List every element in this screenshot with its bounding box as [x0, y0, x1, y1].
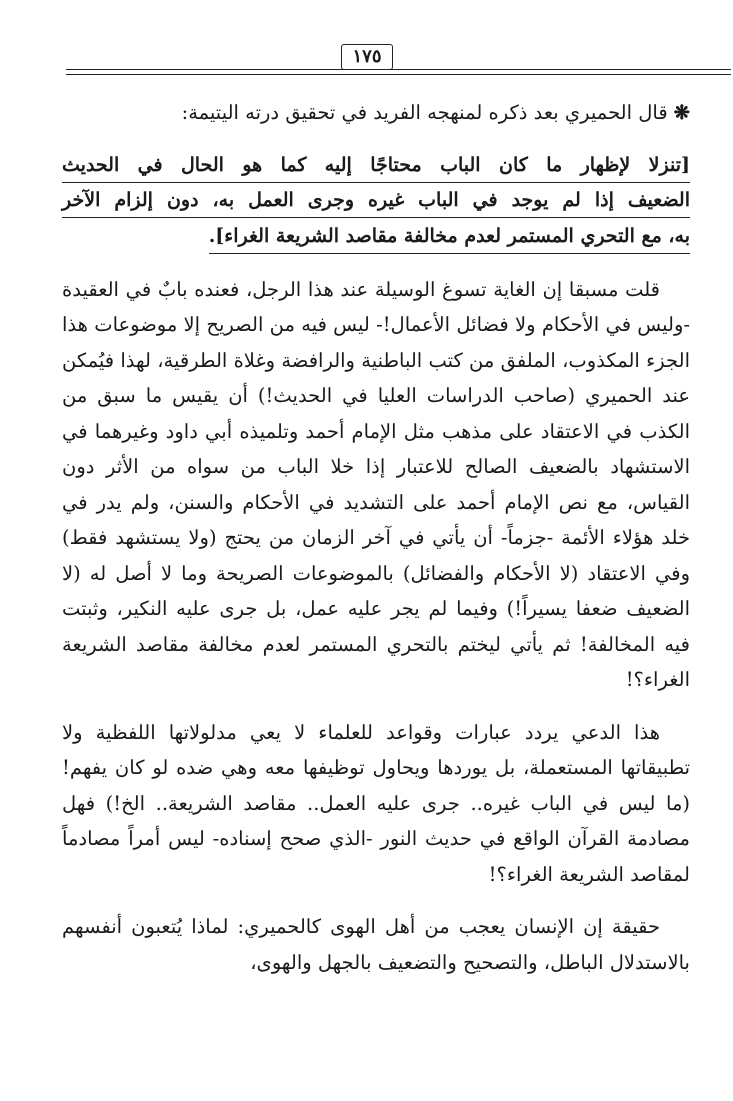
quote-line: به، مع التحري المستمر لعدم مخالفة مقاصد الشريعة الغراء]. [209, 219, 690, 254]
asterism-icon: ❋ [673, 101, 690, 124]
body-paragraph: هذا الدعي يردد عبارات وقواعد للعلماء لا يعي مدلولاتها اللفظية ولا تطبيقاتها المستعملة، بل يوردها ويحاول توظيفها معه وهي ضده لو كان يفهم! (ما ليس في الباب غيره.. جرى عليه العمل.. مقاصد الشريعة.. الخ!) فهل مصادمة القرآن الواقع في حديث النور -الذي صحح إسناده- ليس أمراً مصادماً لمقاصد الشريعة الغراء؟! [62, 720, 690, 886]
quote-line: [تنزلا لإظهار ما كان الباب محتاجًا إليه كما هو الحال في الحديث [62, 148, 690, 183]
body-paragraph: قلت مسبقا إن الغاية تسوغ الوسيلة عند هذا الرجل، فعنده بابٌ في العقيدة -وليس في الأحكام ولا فضائل الأعمال!- ليس فيه من الصريح إلا موضوعات هذا الجزء المكذوب، الملفق من كتب الباطنية والرافضة وغلاة الطرقية، لهذا فيُمكن عند الحميري (صاحب الدراسات العليا في الحديث!) أن يقيس ما سبق من الكذب في الاعتقاد على مذهب مثل الإمام أحمد وتلميذه أبي داود وغيرهما في الاستشهاد بالضعيف الصالح للاعتبار إذا خلا الباب من سواه من الأثر دون القياس، مع نص الإمام أحمد على التشديد في الأحكام والسنن، ولم يدر في خلد هؤلاء الأئمة -جزماً- أن يأتي في آخر الزمان من يحتج (ولا يستشهد فقط) وفي الاعتقاد (لا الأحكام والفضائل) بالموضوعات الصريحة وما لا أصل له (لا الضعيف ضعفا يسيراً!) وفيما لم يجر عليه عمل، بل جرى عليه النكير، وثبتت فيه المخالفة! ثم يأتي ليختم بالتحري المستمر لعدم مخالفة مقاصد الشريعة الغراء؟! [62, 277, 690, 691]
header-rule-top [66, 69, 731, 70]
page-body [62, 95, 690, 997]
header-rule-bottom [66, 74, 731, 75]
body-paragraph: حقيقة إن الإنسان يعجب من أهل الهوى كالحميري: لماذا يُتعبون أنفسهم بالاستدلال الباطل، والتصحيح والتضعيف بالجهل والهوى، [62, 915, 690, 974]
quote-line: الضعيف إذا لم يوجد في الباب غيره وجرى العمل به، دون إلزام الآخر [62, 183, 690, 218]
intro-text: قال الحميري بعد ذكره لمنهجه الفريد في تحقيق درته اليتيمة: [181, 101, 668, 124]
page-number: ١٧٥ [341, 44, 393, 70]
quoted-passage [62, 148, 690, 254]
intro-paragraph [62, 95, 690, 131]
